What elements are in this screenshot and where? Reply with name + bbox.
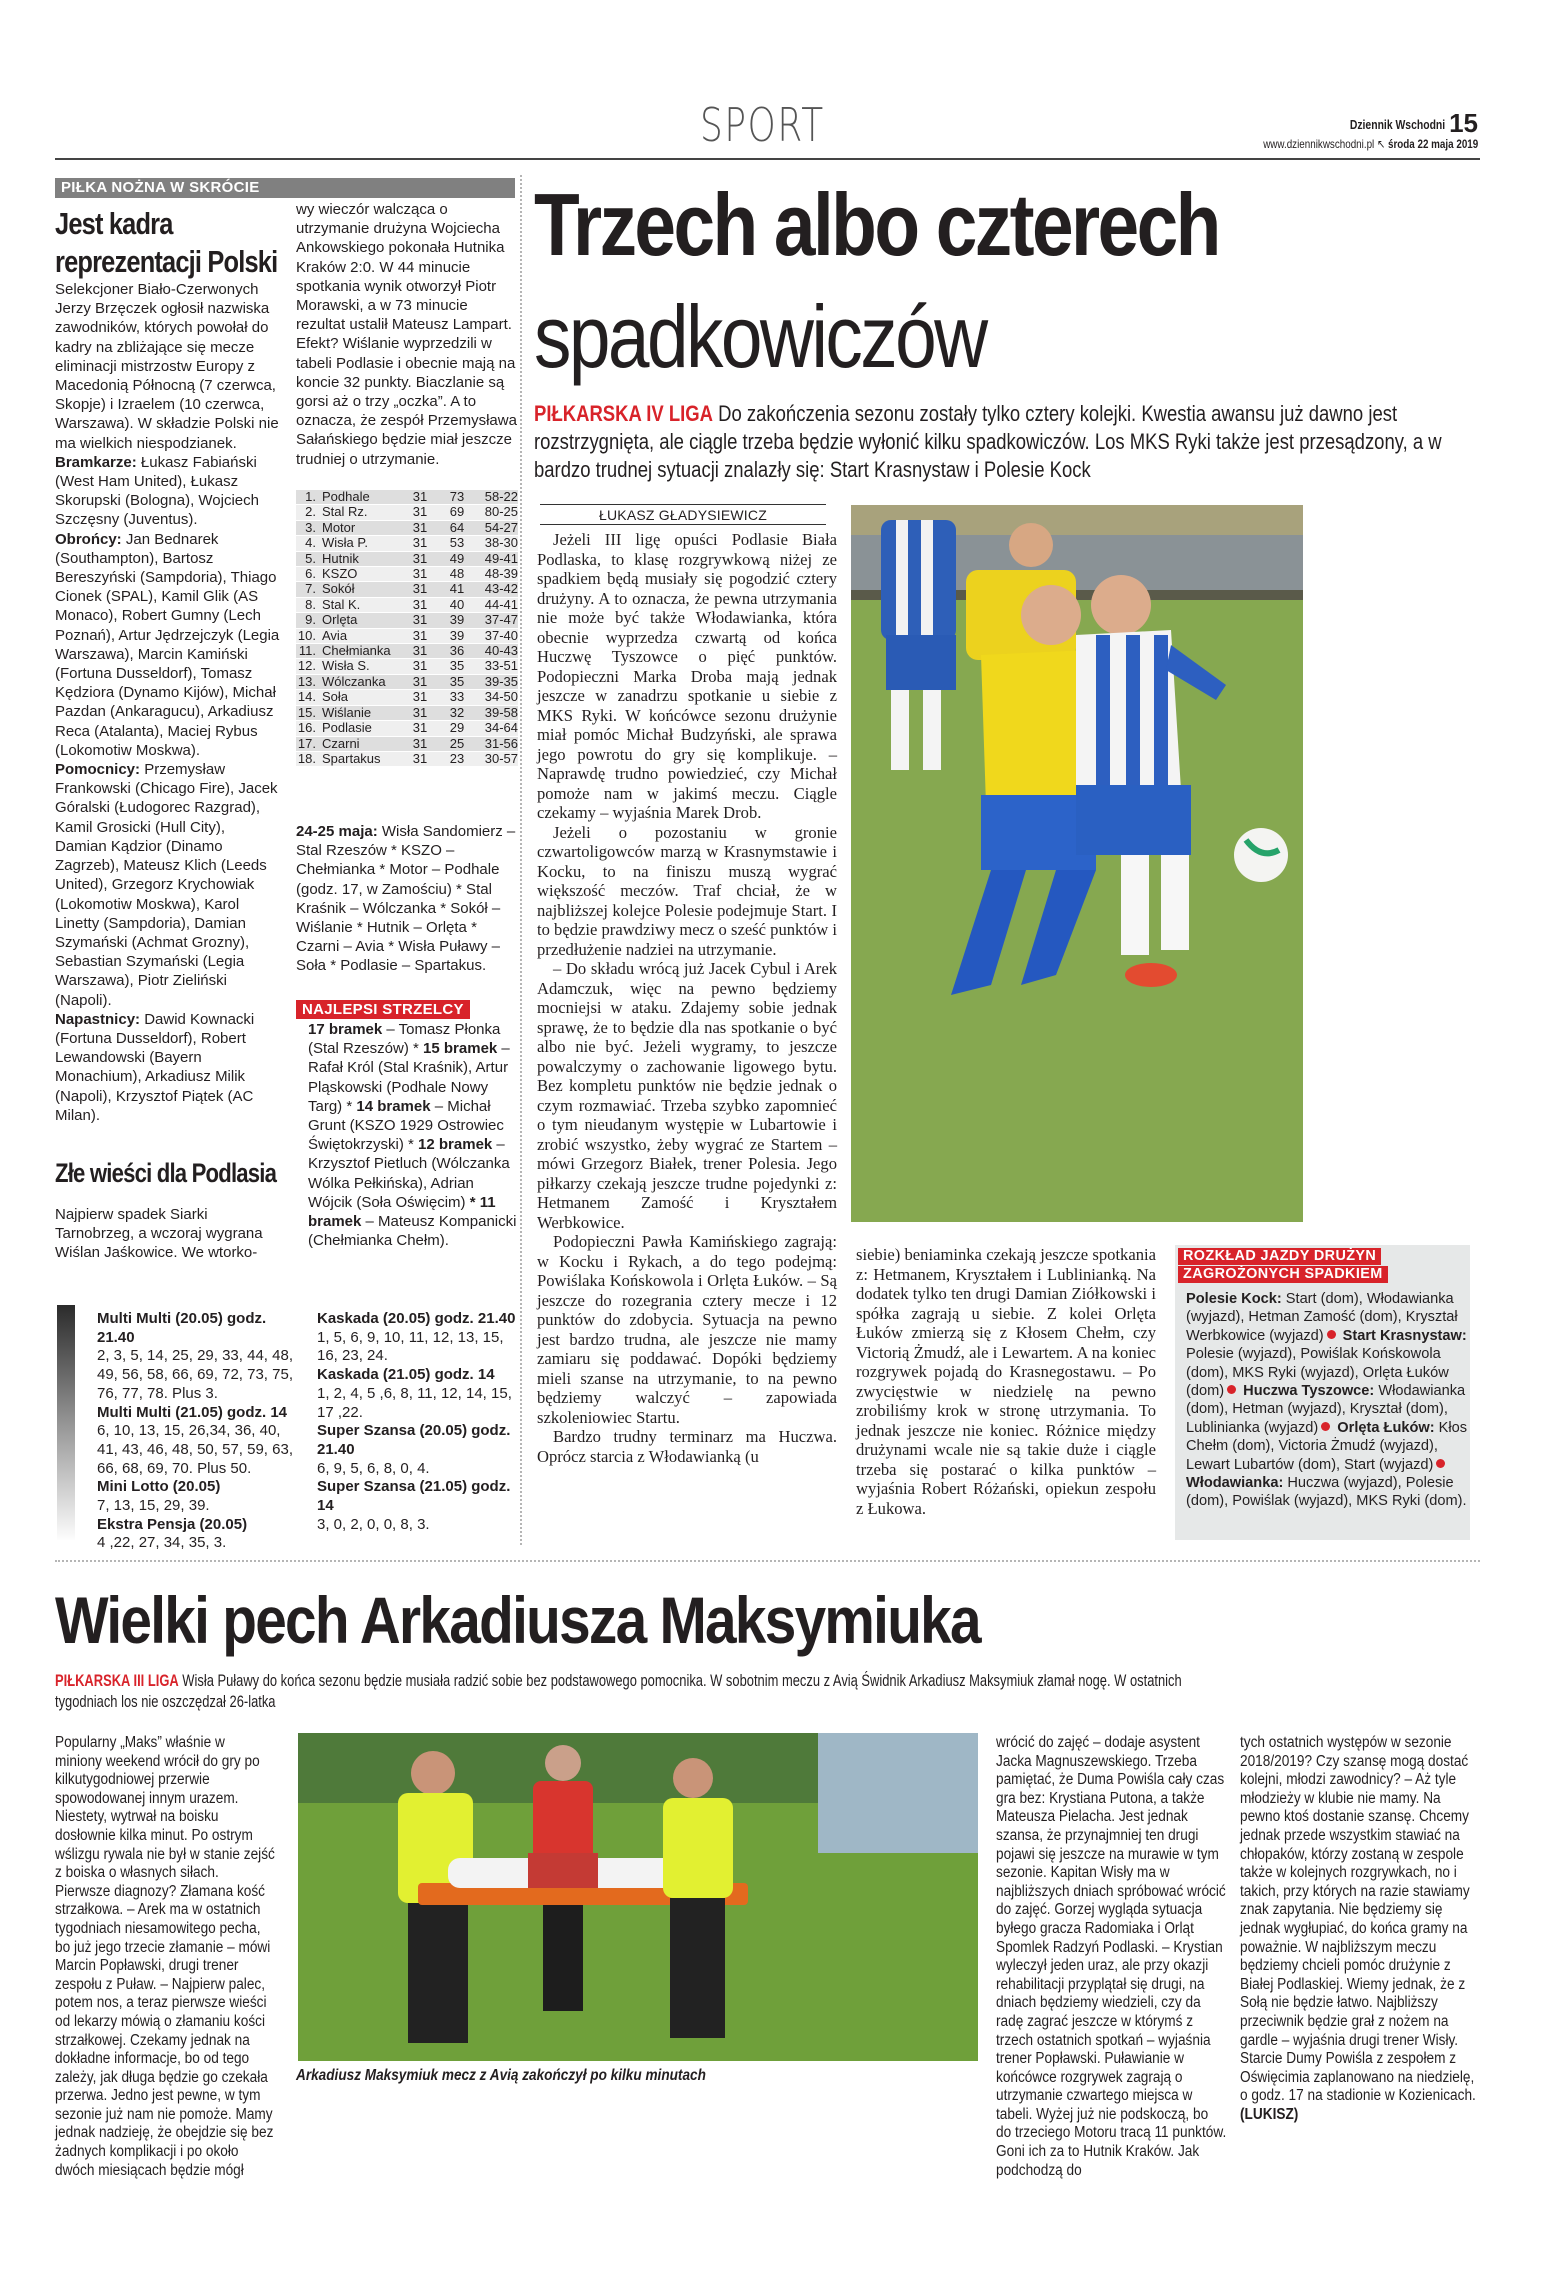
table-cell-m: 31 xyxy=(400,536,440,551)
section-divider xyxy=(55,1560,1480,1562)
table-row xyxy=(296,690,518,705)
squad-label-forwards: Napastnicy: xyxy=(55,1010,141,1028)
table-cell-pts: 48 xyxy=(440,567,474,582)
table-cell-m: 31 xyxy=(400,490,440,505)
main-article-col2: siebie) beniaminka czekają jeszcze spotkania z: Hetmanem, Kryształem i Lublinianką. Na dodatek tylko ten drugi Damian Ziółkowski i spółka zagrają u siebie. Z kolei Orlęta Łuków zmierzą się z Kłosem Chełm, czy Victorią Żmudź, ale i Lewartem. A na koniec rozgrywek pojadą do Krasnegostawu. – Po zwycięstwie w niedzielę na pewno zrobiliśmy krok w stronę utrzymania. To jednak jeszcze nie koniec. Różnice między drużynami wcale nie są takie duże i ciągle trzeba się postarać o kilka punktów – wyjaśnia Robert Różański, opiekun zespołu z Łukowa. xyxy=(856,1245,1156,1518)
table-cell-pts: 35 xyxy=(440,674,474,689)
issue-date: środa 22 maja 2019 xyxy=(1387,137,1478,151)
cursor-icon: ↖ xyxy=(1376,137,1385,151)
lotto-results-left: Multi Multi (20.05) godz. 21.40 2, 3, 5, 14, 25, 29, 33, 44, 48, 49, 56, 58, 66, 69, 72, 73, 75, 76, 77, 78. Plus 3. Multi Multi (21.05) godz. 14 6, 10, 13, 15, 26,34, 36, 40, 41, 43, 46, 48, 50, 57, 59, 63, 66, 68, 69, 70. Plus 50. Mini Lotto (20.05) 7, 13, 15, 29, 39. Ekstra Pensja (20.05) 4 ,22, 27, 34, 35, 3. xyxy=(97,1310,293,1552)
table-cell-team: Wiślanie xyxy=(322,705,400,720)
table-row xyxy=(296,582,518,597)
table-cell-goals: 54-27 xyxy=(474,520,518,535)
table-cell-goals: 40-43 xyxy=(474,644,518,659)
squad-forwards: Dawid Kownacki (Fortuna Dusseldorf), Robert Lewandowski (Bayern Monachium), Arkadiusz Milik (Napoli), Krzysztof Piątek (AC Milan). xyxy=(55,1010,255,1124)
table-cell-team: Wisła P. xyxy=(322,536,400,551)
table-row xyxy=(296,613,518,628)
bullet-dot-icon xyxy=(1227,1385,1236,1394)
masthead xyxy=(1216,108,1478,151)
table-cell-pos: 3. xyxy=(296,520,322,535)
squad-midfielders: Przemysław Frankowski (Chicago Fire), Jacek Góralski (Łudogorec Razgrad), Kamil Grosicki (Hull City), Damian Kądzior (Dinamo Zagrzeb), Mateusz Klich (Leeds United), Grzegorz Krychowiak (Lokomotiw Moskwa), Karol Linetty (Sampdoria), Damian Szymański (Achmat Grozny), Sebastian Szymański (Legia Warszawa), Piotr Zieliński (Napoli). xyxy=(55,761,278,1009)
table-cell-pts: 53 xyxy=(440,536,474,551)
column-divider xyxy=(520,175,522,1545)
main-lead: PIŁKARSKA IV LIGA Do zakończenia sezonu zostały tylko cztery kolejki. Kwestia awansu już dawno jest rozstrzygnięta, ale ciągle trzeba będzie wyłonić kilku spadkowiczów. Los MKS Ryki także jest przesądzony, a w bardzo trudnej sytuacji znalazły się: Start Krasnystaw i Polesie Kock xyxy=(534,401,1442,482)
table-cell-goals: 34-50 xyxy=(474,690,518,705)
table-cell-goals: 58-22 xyxy=(474,490,518,505)
table-cell-team: Spartakus xyxy=(322,751,400,766)
squad-defenders: Jan Bednarek (Southampton), Bartosz Bereszyński (Sampdoria), Thiago Cionek (SPAL), Kamil Glik (AS Monaco), Robert Gumny (Lech Poznań), Artur Jędrzejczyk (Legia Warszawa), Marcin Kamiński (Fortuna Dusseldorf), Tomasz Kędziora (Dynamo Kijów), Michał Pazdan (Ankaragucu), Arkadiusz Reca (Atalanta), Maciej Rybus (Lokomotiw Moskwa). xyxy=(55,530,280,759)
author-tag: (LUKISZ) xyxy=(1240,2105,1299,2123)
table-cell-pos: 17. xyxy=(296,736,322,751)
photo-illustration xyxy=(298,1733,978,2061)
table-row xyxy=(296,628,518,643)
table-cell-pts: 49 xyxy=(440,551,474,566)
table-cell-goals: 37-47 xyxy=(474,613,518,628)
squad-goalkeepers: Łukasz Fabiański (West Ham United), Łukasz Skorupski (Bologna), Wojciech Szczęsny (Juventus). xyxy=(55,453,259,529)
table-cell-pos: 2. xyxy=(296,505,322,520)
table-cell-goals: 44-41 xyxy=(474,597,518,612)
table-row xyxy=(296,705,518,720)
table-cell-m: 31 xyxy=(400,597,440,612)
table-cell-team: Soła xyxy=(322,690,400,705)
table-cell-team: Stal K. xyxy=(322,597,400,612)
table-cell-m: 31 xyxy=(400,613,440,628)
table-cell-pos: 6. xyxy=(296,567,322,582)
table-cell-pos: 5. xyxy=(296,551,322,566)
brief-column-1 xyxy=(55,280,280,1125)
photo-caption: Arkadiusz Maksymiuk mecz z Avią zakończył po kilku minutach xyxy=(296,2067,706,2084)
table-cell-m: 31 xyxy=(400,736,440,751)
table-cell-m: 31 xyxy=(400,582,440,597)
bullet-dot-icon xyxy=(1321,1422,1330,1431)
bottom-article-col1: Popularny „Maks” właśnie w miniony weekend wrócił do gry po kilkutygodniowej przerwie spowodowanej innym urazem. Niestety, wytrwał na boisku dosłownie kilka minut. Po ostrym wślizgu rywala nie był w stanie zejść z boiska o własnych siłach. Pierwsze diagnozy? Złamana kość strzałkowa. – Arek ma w ostatnich tygodniach niesamowitego pecha, bo już jego trzecie złamanie – mówi Marcin Popławski, drugi trener zespołu z Puław. – Najpierw palec, potem nos, a teraz pierwsze wieści od lekarzy mówią o złamaniu kości strzałkowej. Czekamy jednak na dokładne informacje, bo od tego zależy, jak długa będzie go czekała przerwa. Jedno jest pewne, w tym sezonie już nam nie pomoże. Mamy jednak nadzieję, że obejdzie się bez żadnych komplikacji i po około dwóch miesiącach będzie mógł xyxy=(55,1734,275,2179)
table-cell-m: 31 xyxy=(400,505,440,520)
table-cell-pos: 7. xyxy=(296,582,322,597)
table-row xyxy=(296,644,518,659)
table-cell-pts: 40 xyxy=(440,597,474,612)
table-cell-team: Stal Rz. xyxy=(322,505,400,520)
table-row xyxy=(296,659,518,674)
table-cell-pts: 32 xyxy=(440,705,474,720)
table-row xyxy=(296,505,518,520)
schedule-box-title: ROZKŁAD JAZDY DRUŻYN ZAGROŻONYCH SPADKIEM xyxy=(1178,1247,1388,1283)
table-cell-team: Hutnik xyxy=(322,551,400,566)
table-cell-team: Podlasie xyxy=(322,721,400,736)
lotto-results-right: Kaskada (20.05) godz. 21.40 1, 5, 6, 9, 10, 11, 12, 13, 15, 16, 23, 24. Kaskada (21.05) godz. 14 1, 2, 4, 5 ,6, 8, 11, 12, 14, 15, 17 ,22. Super Szansa (20.05) godz. 21.40 6, 9, 5, 6, 8, 0, 4. Super Szansa (21.05) godz. 14 3, 0, 2, 0, 0, 8, 3. xyxy=(317,1310,516,1533)
byline: ŁUKASZ GŁADYSIEWICZ xyxy=(540,504,826,525)
table-cell-pts: 29 xyxy=(440,721,474,736)
table-cell-team: Sokół xyxy=(322,582,400,597)
table-cell-m: 31 xyxy=(400,644,440,659)
table-cell-team: Chełmianka xyxy=(322,644,400,659)
table-row xyxy=(296,736,518,751)
bottom-headline: Wielki pech Arkadiusza Maksymiuka xyxy=(55,1583,980,1657)
podlasie-text-cont: wy wieczór walcząca o utrzymanie drużyna Wojciecha Ankowskiego pokonała Hutnika Kraków 2:0. W 44 minucie spotkania wynik otworzył Piotr Morawski, a w 73 minucie rezultat ustalił Mateusz Lampart. Efekt? Wiślanie wyprzedzili w tabeli Podlasie i obecnie mają na koncie 32 punkty. Biaczlanie są gorsi aż o trzy „oczka”. A to oznacza, że zespół Przemysława Sałańskiego będzie miał jeszcze trudniej o utrzymanie. xyxy=(296,201,517,468)
top-scorers-label: NAJLEPSI STRZELCY xyxy=(296,1000,470,1019)
squad-label-goalkeepers: Bramkarze: xyxy=(55,453,137,471)
table-row xyxy=(296,567,518,582)
table-cell-pts: 35 xyxy=(440,659,474,674)
table-cell-team: Czarni xyxy=(322,736,400,751)
table-cell-team: Podhale xyxy=(322,490,400,505)
header-rule xyxy=(55,158,1480,160)
table-cell-goals: 39-58 xyxy=(474,705,518,720)
main-headline-light: spadkowiczów xyxy=(534,287,986,386)
table-cell-pos: 12. xyxy=(296,659,322,674)
table-cell-m: 31 xyxy=(400,751,440,766)
table-cell-pts: 64 xyxy=(440,520,474,535)
table-cell-pos: 16. xyxy=(296,721,322,736)
fixtures xyxy=(296,822,518,976)
table-cell-team: KSZO xyxy=(322,567,400,582)
table-cell-pos: 4. xyxy=(296,536,322,551)
table-cell-m: 31 xyxy=(400,551,440,566)
table-cell-team: Wisła S. xyxy=(322,659,400,674)
table-cell-m: 31 xyxy=(400,674,440,689)
brief-section-bar: PIŁKA NOŻNA W SKRÓCIE xyxy=(55,178,515,198)
table-cell-goals: 33-51 xyxy=(474,659,518,674)
table-row xyxy=(296,536,518,551)
schedule-text: Polesie Kock: Start (dom), Włodawianka (wyjazd), Hetman Zamość (dom), Kryształ Werbkowice (wyjazd) Start Krasnystaw: Polesie (wyjazd), Powiślak Końskowola (dom), MKS Ryki (wyjazd), Orlęta Łuków (dom) Huczwa Tyszowce: Włodawianka (dom), Hetman (wyjazd), Kryształ (dom), Lublinianka (wyjazd) Orlęta Łuków: Kłos Chełm (dom), Victoria Żmudź (wyjazd), Lewart Lubartów (dom), Start (wyjazd) Włodawianka: Huczwa (wyjazd), Polesie (dom), Powiślak (wyjazd), MKS Ryki (dom). xyxy=(1186,1291,1468,1510)
bullet-dot-icon xyxy=(1327,1330,1336,1339)
bottom-lead: PIŁKARSKA III LIGA Wisła Puławy do końca sezonu będzie musiała radzić sobie bez podstawowego pomocnika. W sobotnim meczu z Avią Świdnik Arkadiusz Maksymiuk złamał nogę. W ostatnich tygodniach los nie oszczędzał 26-latka xyxy=(55,1671,1182,1711)
table-cell-pos: 10. xyxy=(296,628,322,643)
table-cell-pts: 36 xyxy=(440,644,474,659)
bullet-dot-icon xyxy=(1436,1459,1445,1468)
table-cell-pts: 39 xyxy=(440,613,474,628)
photo-illustration xyxy=(851,505,1303,1222)
table-row xyxy=(296,490,518,505)
fixtures-label: 24-25 maja: xyxy=(296,823,378,840)
publication-name: Dziennik Wschodni xyxy=(1349,117,1446,132)
website-link[interactable]: www.dziennikwschodni.pl xyxy=(1262,137,1375,151)
page-number: 15 xyxy=(1449,108,1478,138)
table-cell-m: 31 xyxy=(400,520,440,535)
table-cell-team: Motor xyxy=(322,520,400,535)
table-cell-pos: 13. xyxy=(296,674,322,689)
table-row xyxy=(296,520,518,535)
brief-title: Jest kadra reprezentacji Polski xyxy=(55,206,278,279)
table-cell-pts: 25 xyxy=(440,736,474,751)
table-cell-m: 31 xyxy=(400,690,440,705)
table-cell-goals: 48-39 xyxy=(474,567,518,582)
table-cell-pos: 11. xyxy=(296,644,322,659)
table-cell-pts: 39 xyxy=(440,628,474,643)
podlasie-text-start: Najpierw spadek Siarki Tarnobrzeg, a wczoraj wygrana Wiślan Jaśkowice. We wtorko- xyxy=(55,1206,263,1262)
lotto-gradient-bar xyxy=(57,1305,75,1540)
table-cell-pts: 73 xyxy=(440,490,474,505)
table-cell-pts: 23 xyxy=(440,751,474,766)
table-cell-goals: 39-35 xyxy=(474,674,518,689)
table-cell-pts: 33 xyxy=(440,690,474,705)
table-row xyxy=(296,551,518,566)
table-cell-pts: 69 xyxy=(440,505,474,520)
top-scorers: 17 bramek – Tomasz Płonka (Stal Rzeszów) * 15 bramek – Rafał Król (Stal Kraśnik), Artur Pląskowski (Podhale Nowy Targ) * 14 bramek – Michał Grunt (KSZO 1929 Ostrowiec Świętokrzyski) * 12 bramek – Krzysztof Pietluch (Wólczanka Wólka Pełkińska), Adrian Wójcik (Soła Oświęcim) * 11 bramek – Mateusz Kompanicki (Chełmianka Chełm). xyxy=(308,1021,517,1250)
table-cell-m: 31 xyxy=(400,567,440,582)
fixtures-text: Wisła Sandomierz – Stal Rzeszów * KSZO – Chełmianka * Motor – Podhale (godz. 17, w Zamościu) * Stal Kraśnik – Wólczanka * Sokół – Wiślanie * Hutnik – Orlęta * Czarni – Avia * Wisła Puławy – Soła * Podlasie – Spartakus. xyxy=(296,823,516,975)
bottom-article-col3: wrócić do zajęć – dodaje asystent Jacka Magnuszewskiego. Trzeba pamiętać, że Duma Powiśla cały czas gra bez: Krystiana Putona, a także Mateusza Pielacha. Jest jednak szansa, że przynajmniej ten drugi pojawi się jeszcze na murawie w tym sezonie. Kapitan Wisły ma w najbliższych dniach spróbować wrócić do zajęć. Gorzej wygląda sytuacja byłego gracza Radomiaka i Orląt Spomlek Radzyń Podlaski. – Krystian wyleczył jeden uraz, ale przy okazji rehabilitacji przyplątał się drugi, na dniach będziemy wiedzieli, czy da radę zagrać jeszcze w którymś z trzech ostatnich spotkań – wyjaśnia trener Popławski. Puławianie w końcówce rozgrywek zagrają o utrzymanie czwartego miejsca w tabeli. Wyżej już nie podskoczą, bo do trzeciego Motoru tracą 11 punktów. Goni ich za to Hutnik Kraków. Jak podchodzą do xyxy=(996,1734,1227,2179)
main-article-col1: Jeżeli III ligę opuści Podlasie Biała Podlaska, to klasę rozgrywkową niżej ze spadkiem będą musiały się pogodzić cztery drużyny. A to oznacza, że pewna utrzymania nie może być także Włodawianka, która obecnie wyprzedza czwartą od końca Huczwę Tyszowce o pięć punktów. Podopieczni Marka Droba mają jednak jeszcze w zanadrzu spotkanie u siebie z MKS Ryki. W końcówce sezonu drużynie miał pomóc Michał Budzyński, ale sprawa jego powrotu do gry się komplikuje. – Naprawdę trudno powiedzieć, czy Michał pomoże nam w jakimś meczu. Ciągle czekamy – wyjaśnia Marek Drob. Jeżeli o pozostaniu w gronie czwartoligowców marzą w Krasnymstawie i Kocku, to na finiszu muszą wygrać większość meczów. Traf chciał, że w najbliższej kolejce Polesie podejmuje Start. I to będzie prawdziwy mecz o sześć punktów i przedłużenie nadziei na utrzymanie. – Do składu wrócą już Jacek Cybul i Arek Adamczuk, więc na pewno będziemy mocniejsi w ataku. Zdajemy sobie jednak sprawę, że to będzie dla nas spotkanie o być albo nie być. Jeżeli wygramy, to jeszcze powalczymy o zachowanie ligowego bytu. Bez kompletu punktów nie będzie jednak o czym rozmawiać. Trzeba szybko zapomnieć o tym nieudanym występie w Lubartowie i zrobić wszystko, żeby wygrać ze Startem – mówi Grzegorz Białek, trener Polesia. Jego piłkarzy czekają jeszcze trudne pojedynki z: Hetmanem Zamość i Kryształem Werbkowice. Podopieczni Pawła Kamińskiego zagrają: w Kocku i Rykach, a do tego podejmą: Powiślaka Końskowola i Orlęta Łuków. – Są jeszcze do rozegrania cztery mecze i 12 punktów do zdobycia. Sytuacja na pewno jest bardzo trudna, ale jeszcze nie mamy zamiaru się poddawać. Dopóki będziemy mieli szanse na utrzymanie, to na pewno będziemy walczyć – zapowiada szkoleniowiec Startu. Bardzo trudny terminarz ma Huczwa. Oprócz starcia z Włodawianką (u xyxy=(537,530,837,1466)
table-row xyxy=(296,751,518,766)
table-cell-team: Wólczanka xyxy=(322,674,400,689)
table-cell-goals: 34-64 xyxy=(474,721,518,736)
table-cell-pos: 1. xyxy=(296,490,322,505)
main-kicker: PIŁKARSKA IV LIGA xyxy=(534,401,713,426)
football-match-photo xyxy=(851,505,1303,1222)
table-cell-pos: 9. xyxy=(296,613,322,628)
table-cell-m: 31 xyxy=(400,659,440,674)
brief-intro: Selekcjoner Biało-Czerwonych Jerzy Brzęczek ogłosił nazwiska zawodników, których powołał do kadry na zbliżające się mecze eliminacji mistrzostw Europy z Macedonią Północną (7 czerwca, Skopje) i Izraelem (10 czerwca, Warszawa). W składzie Polski nie ma wielkich niespodzianek. xyxy=(55,281,279,452)
table-cell-m: 31 xyxy=(400,628,440,643)
bottom-article-col4: tych ostatnich występów w sezonie 2018/2019? Czy szansę mogą dostać kolejni, młodzi zawodnicy? – Aż tyle młodzieży w klubie nie mamy. Na pewno ktoś dostanie szansę. Chcemy jednak przede wszystkim stawiać na chłopaków, którzy zostaną w zespole także w kolejnych rozgrywkach, no i takich, przy których na razie stawiamy znak zapytania. Nie będziemy się jednak wygłupiać, do końca gramy na poważnie. W najbliższym meczu będziemy chcieli pomóc drużynie z Białej Podlaskiej. Wiemy jednak, że z Sołą nie będzie łatwo. Najbliższy przeciwnik będzie grał z nożem na gardle – wyjaśnia drugi trener Wisły. Starcie Dumy Powiśla z zespołem z Oświęcimia zaplanowano na niedzielę, o godz. 17 na stadionie w Kozienicach. (LUKISZ) xyxy=(1240,1734,1476,2123)
squad-label-midfielders: Pomocnicy: xyxy=(55,761,141,779)
table-cell-goals: 31-56 xyxy=(474,736,518,751)
table-cell-pos: 8. xyxy=(296,597,322,612)
table-row xyxy=(296,721,518,736)
league-table xyxy=(296,490,518,767)
table-cell-goals: 38-30 xyxy=(474,536,518,551)
table-row xyxy=(296,674,518,689)
table-cell-team: Orlęta xyxy=(322,613,400,628)
podlasie-subhead: Złe wieści dla Podlasia xyxy=(55,1158,277,1188)
table-cell-goals: 30-57 xyxy=(474,751,518,766)
table-cell-pos: 14. xyxy=(296,690,322,705)
table-cell-goals: 80-25 xyxy=(474,505,518,520)
table-cell-goals: 49-41 xyxy=(474,551,518,566)
table-cell-pos: 15. xyxy=(296,705,322,720)
squad-label-defenders: Obrońcy: xyxy=(55,530,122,548)
table-cell-pts: 41 xyxy=(440,582,474,597)
bottom-kicker: PIŁKARSKA III LIGA xyxy=(55,1671,179,1690)
table-cell-goals: 37-40 xyxy=(474,628,518,643)
table-cell-m: 31 xyxy=(400,705,440,720)
section-title: SPORT xyxy=(700,98,825,152)
injury-stretcher-photo xyxy=(298,1733,978,2061)
table-row xyxy=(296,597,518,612)
table-cell-pos: 18. xyxy=(296,751,322,766)
main-headline: Trzech albo czterech xyxy=(534,175,1219,274)
table-cell-team: Avia xyxy=(322,628,400,643)
table-cell-goals: 43-42 xyxy=(474,582,518,597)
table-cell-m: 31 xyxy=(400,721,440,736)
